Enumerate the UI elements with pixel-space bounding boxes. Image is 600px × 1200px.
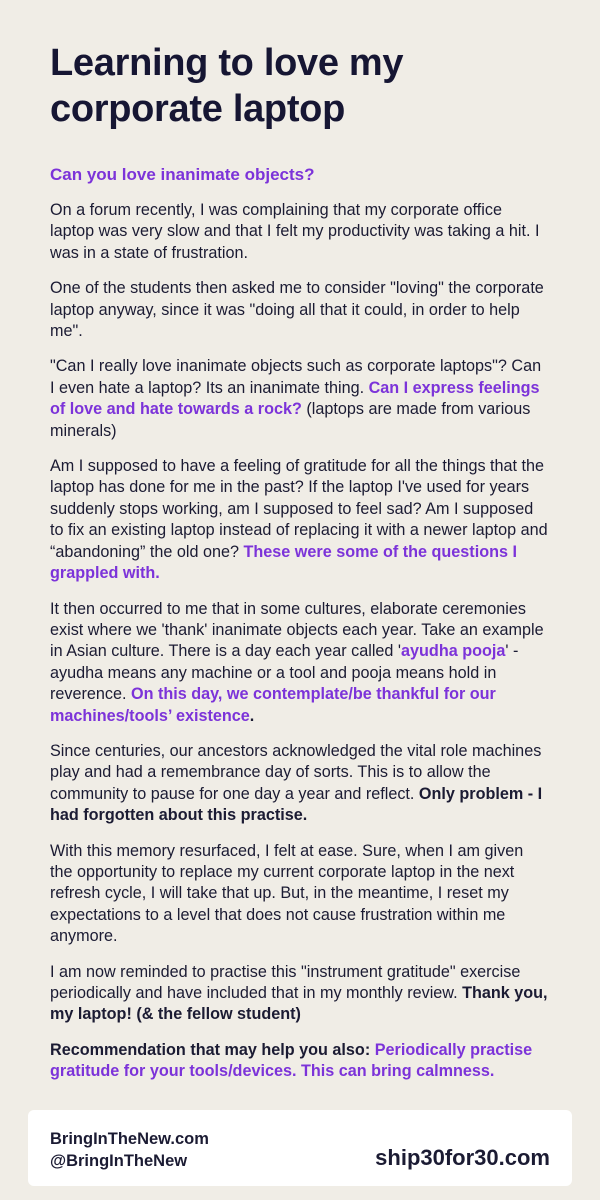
paragraph-5 bbox=[50, 599, 550, 727]
paragraph-8-bold: Thank you, my laptop! (& the fellow student) bbox=[50, 984, 548, 1024]
paragraph-6-bold: Only problem - I had forgotten about this practise. bbox=[50, 784, 543, 825]
footer-card bbox=[28, 1110, 572, 1186]
paragraph-6 bbox=[50, 741, 550, 827]
paragraph-2: One of the students then asked me to consider "loving" the corporate laptop anyway, since it was "doing all that it could, in order to help me". bbox=[50, 279, 544, 341]
recommendation bbox=[50, 1040, 550, 1083]
paragraph-5-period: . bbox=[249, 706, 255, 725]
subtitle: Can you love inanimate objects? bbox=[50, 165, 315, 184]
ayudha-pooja-term: ayudha pooja bbox=[401, 642, 506, 661]
paragraph-4-highlight: These were some of the questions I grappled with. bbox=[50, 542, 517, 583]
paragraph-8 bbox=[50, 962, 550, 1026]
footer-site-link[interactable]: BringInTheNew.com bbox=[50, 1130, 209, 1148]
page-title: Learning to love my corporate laptop bbox=[50, 42, 404, 130]
paragraph-3-highlight: Can I express feelings of love and hate towards a rock? bbox=[50, 378, 540, 419]
paragraph-8-text: I am now reminded to practise this "instrument gratitude" exercise periodically and have included that in my monthly review. bbox=[50, 962, 521, 1002]
paragraph-5-text: It then occurred to me that in some cultures, elaborate ceremonies exist where we 'thank' inanimate objects each year. Take an example in Asian culture. There is a day each year called ' bbox=[50, 599, 544, 661]
paragraph-6-text: Since centuries, our ancestors acknowledged the vital role machines play and had a remembrance day of sorts. This is to allow the community to pause for one day a year and reflect. bbox=[50, 741, 542, 803]
paragraph-7: With this memory resurfaced, I felt at ease. Sure, when I am given the opportunity to replace my current corporate laptop in the next refresh cycle, I will take that up. But, in the meantime, I reset my expectations to a level that does not cause frustration within me anymore. bbox=[50, 841, 524, 946]
paragraph-5-middle: ' - ayudha means any machine or a tool and pooja means hold in reverence. bbox=[50, 642, 519, 704]
paragraph-4 bbox=[50, 456, 550, 584]
paragraph-1: On a forum recently, I was complaining that my corporate office laptop was very slow and that I felt my productivity was taking a hit. I was in a state of frustration. bbox=[50, 201, 540, 262]
paragraph-3 bbox=[50, 356, 550, 442]
paragraph-5-highlight: On this day, we contemplate/be thankful for our machines/tools’ existence bbox=[50, 685, 496, 725]
footer-handle-link[interactable]: @BringInTheNew bbox=[50, 1152, 188, 1170]
paragraph-3-text: "Can I really love inanimate objects such as corporate laptops"? Can I even hate a laptop? Its an inanimate thing. bbox=[50, 357, 542, 397]
paragraph-3-tail: (laptops are made from various minerals) bbox=[50, 400, 531, 440]
paragraph-4-text: Am I supposed to have a feeling of gratitude for all the things that the laptop has done for me in the past? If the laptop I've used for years suddenly stops working, am I supposed to feel sad? Am I supposed to fix an existing laptop instead of replacing it with a newer laptop and “abandoning” the old one? bbox=[50, 457, 548, 561]
recommendation-label: Recommendation that may help you also: bbox=[50, 1040, 375, 1059]
footer-ship30-link[interactable]: ship30for30.com bbox=[375, 1145, 550, 1170]
recommendation-highlight: Periodically practise gratitude for your tools/devices. This can bring calmness. bbox=[50, 1040, 533, 1081]
